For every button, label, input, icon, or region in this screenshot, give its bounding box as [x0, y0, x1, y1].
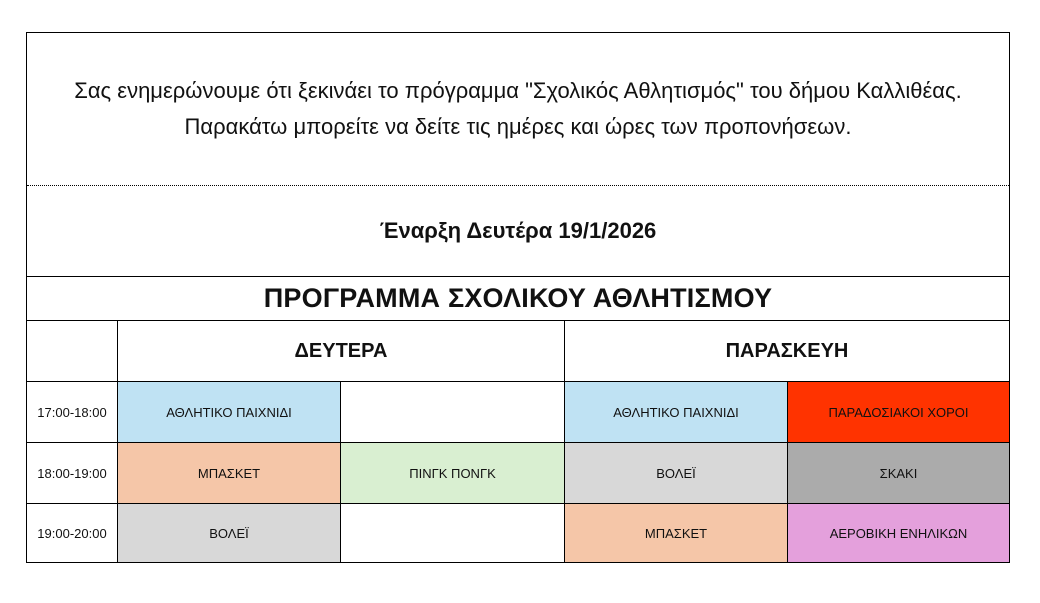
- grid-line: [117, 321, 118, 562]
- announcement-block: [27, 33, 1009, 186]
- corner-cell: [27, 321, 117, 381]
- activity-cell: ΒΟΛΕΪ: [565, 443, 787, 503]
- activity-cell: ΠΙΝΓΚ ΠΟΝΓΚ: [341, 443, 564, 503]
- grid-line: [787, 381, 788, 562]
- activity-cell: ΣΚΑΚΙ: [788, 443, 1009, 503]
- day-header-monday: ΔΕΥΤΕΡΑ: [294, 339, 388, 362]
- activity-cell: [341, 382, 564, 442]
- activity-cell: ΠΑΡΑΔΟΣΙΑΚΟΙ ΧΟΡΟΙ: [788, 382, 1009, 442]
- schedule-title: ΠΡΟΓΡΑΜΜΑ ΣΧΟΛΙΚΟΥ ΑΘΛΗΤΙΣΜΟΥ: [27, 277, 1009, 321]
- start-date: Έναρξη Δευτέρα 19/1/2026: [27, 186, 1009, 277]
- activity-cell: ΒΟΛΕΪ: [118, 504, 340, 562]
- schedule-sheet: [26, 32, 1010, 563]
- time-slot-2: 18:00-19:00: [37, 465, 107, 481]
- grid-line: [27, 503, 1009, 504]
- announcement-line-1: Σας ενημερώνουμε ότι ξεκινάει το πρόγραμμα "Σχολικός Αθλητισμός" του δήμου Καλλιθέας.: [74, 78, 962, 103]
- grid-line: [340, 381, 341, 562]
- announcement-line-2: Παρακάτω μπορείτε να δείτε τις ημέρες και ώρες των προπονήσεων.: [184, 114, 852, 139]
- grid-line: [27, 381, 1009, 382]
- activity-cell: ΑΘΛΗΤΙΚΟ ΠΑΙΧΝΙΔΙ: [565, 382, 787, 442]
- day-header-friday: ΠΑΡΑΣΚΕΥΗ: [725, 339, 849, 362]
- time-slot-3: 19:00-20:00: [37, 525, 107, 541]
- grid-line: [564, 321, 565, 562]
- time-slot-1: 17:00-18:00: [37, 404, 107, 420]
- activity-cell: [341, 504, 564, 562]
- activity-cell: ΑΘΛΗΤΙΚΟ ΠΑΙΧΝΙΔΙ: [118, 382, 340, 442]
- activity-cell: ΑΕΡΟΒΙΚΗ ΕΝΗΛΙΚΩΝ: [788, 504, 1009, 562]
- activity-cell: ΜΠΑΣΚΕΤ: [118, 443, 340, 503]
- grid-line: [27, 442, 1009, 443]
- activity-cell: ΜΠΑΣΚΕΤ: [565, 504, 787, 562]
